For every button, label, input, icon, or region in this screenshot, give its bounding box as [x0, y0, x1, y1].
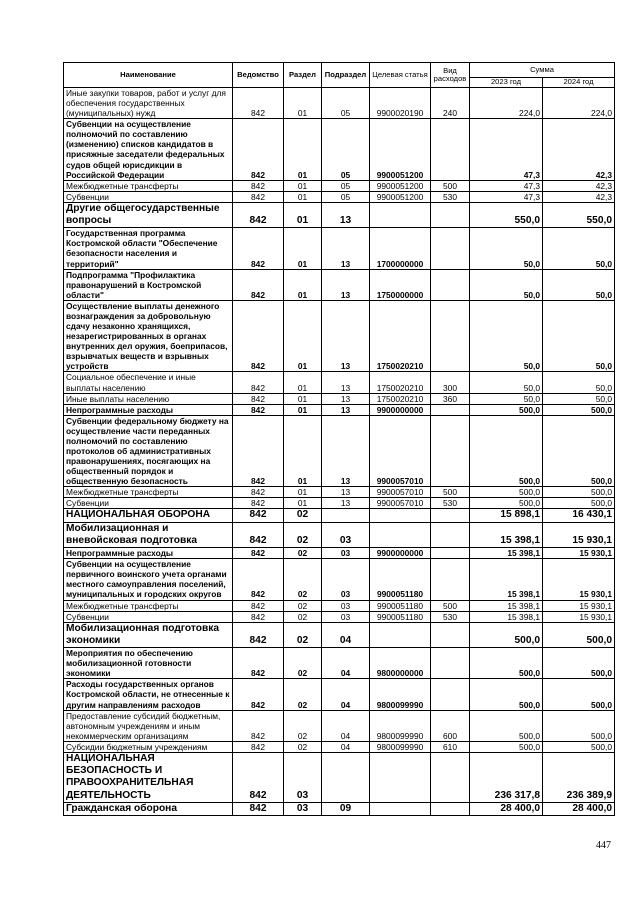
- cell-podrazdel: [322, 509, 370, 522]
- cell-name: Иные закупки товаров, работ и услуг для обеспечения государственных (муниципальных) нужд: [64, 88, 233, 119]
- cell-y2023: 15 398,1: [470, 611, 543, 622]
- budget-table: [63, 62, 615, 816]
- table-row: [64, 404, 615, 415]
- cell-vid: 300: [431, 372, 470, 393]
- cell-razdel: 03: [284, 752, 322, 802]
- cell-y2023: 50,0: [470, 269, 543, 300]
- cell-ved: 842: [233, 372, 284, 393]
- cell-y2024: 50,0: [543, 372, 615, 393]
- cell-y2024: 15 930,1: [543, 611, 615, 622]
- cell-name: Мероприятия по обеспечению мобилизационной готовности экономики: [64, 648, 233, 679]
- cell-razdel: 02: [284, 522, 322, 547]
- cell-y2023: 500,0: [470, 648, 543, 679]
- cell-name: Субвенции: [64, 191, 233, 202]
- cell-vid: 500: [431, 487, 470, 498]
- cell-razdel: 01: [284, 269, 322, 300]
- cell-name: Межбюджетные трансферты: [64, 600, 233, 611]
- header-sum: Сумма: [470, 63, 615, 78]
- cell-razdel: 02: [284, 509, 322, 522]
- cell-razdel: 02: [284, 710, 322, 741]
- cell-name: Субвенции федеральному бюджету на осуществление части переданных полномочий по составлению протоколов об административных правонарушениях, посягающих на общественный порядок и общественную безопасность: [64, 415, 233, 487]
- cell-podrazdel: 03: [322, 600, 370, 611]
- cell-razdel: 01: [284, 487, 322, 498]
- cell-y2023: 50,0: [470, 228, 543, 269]
- cell-name: Государственная программа Костромской области "Обеспечение безопасности населения и территорий": [64, 228, 233, 269]
- cell-vid: 530: [431, 498, 470, 509]
- cell-podrazdel: 13: [322, 393, 370, 404]
- cell-target: 9900000000: [370, 404, 431, 415]
- cell-vid: [431, 648, 470, 679]
- table-row: [64, 548, 615, 559]
- table-row: [64, 415, 615, 487]
- cell-name: Субсидии бюджетным учреждениям: [64, 741, 233, 752]
- cell-ved: 842: [233, 648, 284, 679]
- cell-podrazdel: 04: [322, 622, 370, 647]
- cell-vid: [431, 415, 470, 487]
- cell-y2023: 500,0: [470, 487, 543, 498]
- cell-name: Гражданская оборона: [64, 802, 233, 815]
- cell-target: 1750020210: [370, 300, 431, 372]
- cell-y2024: 50,0: [543, 269, 615, 300]
- cell-vid: [431, 404, 470, 415]
- cell-y2024: 550,0: [543, 202, 615, 227]
- table-row: [64, 300, 615, 372]
- table-row: [64, 600, 615, 611]
- cell-y2023: 500,0: [470, 741, 543, 752]
- cell-ved: 842: [233, 710, 284, 741]
- cell-podrazdel: 13: [322, 404, 370, 415]
- cell-y2024: 15 930,1: [543, 522, 615, 547]
- cell-podrazdel: 03: [322, 548, 370, 559]
- cell-y2023: 15 398,1: [470, 559, 543, 600]
- cell-razdel: 02: [284, 648, 322, 679]
- cell-razdel: 01: [284, 393, 322, 404]
- table-row: [64, 522, 615, 547]
- cell-y2023: 47,3: [470, 191, 543, 202]
- cell-vid: [431, 202, 470, 227]
- table-body: [64, 88, 615, 816]
- cell-name: Социальное обеспечение и иные выплаты населению: [64, 372, 233, 393]
- table-row: [64, 622, 615, 647]
- cell-target: 9800099990: [370, 710, 431, 741]
- cell-ved: 842: [233, 679, 284, 710]
- cell-podrazdel: 05: [322, 119, 370, 180]
- table-row: [64, 611, 615, 622]
- header-vedomstvo: Ведомство: [233, 63, 284, 88]
- cell-vid: [431, 752, 470, 802]
- cell-ved: 842: [233, 180, 284, 191]
- cell-ved: 842: [233, 522, 284, 547]
- cell-podrazdel: 03: [322, 522, 370, 547]
- cell-ved: 842: [233, 300, 284, 372]
- cell-vid: 610: [431, 741, 470, 752]
- cell-y2023: 15 898,1: [470, 509, 543, 522]
- cell-y2024: 15 930,1: [543, 548, 615, 559]
- cell-name: Иные выплаты населению: [64, 393, 233, 404]
- cell-y2024: 16 430,1: [543, 509, 615, 522]
- cell-razdel: 01: [284, 180, 322, 191]
- cell-y2024: 500,0: [543, 415, 615, 487]
- cell-name: Субвенции на осуществление полномочий по составлению (изменению) списков кандидатов в присяжные заседатели федеральных судов общей юрисдикции в Российской Федерации: [64, 119, 233, 180]
- table-row: [64, 393, 615, 404]
- cell-y2024: 50,0: [543, 300, 615, 372]
- cell-y2024: 42,3: [543, 119, 615, 180]
- cell-razdel: 01: [284, 404, 322, 415]
- cell-y2024: 42,3: [543, 180, 615, 191]
- cell-name: НАЦИОНАЛЬНАЯ ОБОРОНА: [64, 509, 233, 522]
- cell-podrazdel: 03: [322, 611, 370, 622]
- cell-y2024: 500,0: [543, 710, 615, 741]
- cell-y2024: 500,0: [543, 404, 615, 415]
- cell-ved: 842: [233, 119, 284, 180]
- cell-vid: [431, 679, 470, 710]
- cell-ved: 842: [233, 611, 284, 622]
- cell-podrazdel: 04: [322, 741, 370, 752]
- cell-podrazdel: 13: [322, 498, 370, 509]
- cell-target: 9900051200: [370, 191, 431, 202]
- cell-podrazdel: 13: [322, 228, 370, 269]
- header-vid: Вид расходов: [431, 63, 470, 88]
- cell-razdel: 01: [284, 415, 322, 487]
- cell-ved: 842: [233, 600, 284, 611]
- cell-target: 9900051180: [370, 600, 431, 611]
- cell-ved: 842: [233, 752, 284, 802]
- table-row: [64, 648, 615, 679]
- cell-target: 1700000000: [370, 228, 431, 269]
- table-row: [64, 119, 615, 180]
- cell-y2024: 28 400,0: [543, 802, 615, 815]
- cell-y2023: 500,0: [470, 415, 543, 487]
- cell-podrazdel: 09: [322, 802, 370, 815]
- cell-y2023: 550,0: [470, 202, 543, 227]
- cell-razdel: 02: [284, 679, 322, 710]
- cell-vid: [431, 802, 470, 815]
- cell-y2024: 42,3: [543, 191, 615, 202]
- cell-y2023: 224,0: [470, 88, 543, 119]
- cell-podrazdel: 05: [322, 180, 370, 191]
- cell-y2023: 500,0: [470, 679, 543, 710]
- cell-name: Непрограммные расходы: [64, 404, 233, 415]
- cell-podrazdel: [322, 752, 370, 802]
- cell-target: 1750020210: [370, 393, 431, 404]
- table-row: [64, 180, 615, 191]
- cell-target: 9900051200: [370, 119, 431, 180]
- cell-ved: 842: [233, 393, 284, 404]
- cell-ved: 842: [233, 228, 284, 269]
- header-target: Целевая статья: [370, 63, 431, 88]
- cell-razdel: 02: [284, 741, 322, 752]
- cell-razdel: 01: [284, 300, 322, 372]
- cell-y2024: 15 930,1: [543, 559, 615, 600]
- cell-vid: 530: [431, 191, 470, 202]
- table-row: [64, 202, 615, 227]
- cell-podrazdel: 04: [322, 710, 370, 741]
- cell-target: [370, 802, 431, 815]
- cell-target: [370, 509, 431, 522]
- cell-podrazdel: 13: [322, 202, 370, 227]
- header-2023: 2023 год: [470, 78, 543, 88]
- table-row: [64, 372, 615, 393]
- table-row: [64, 710, 615, 741]
- header-razdel: Раздел: [284, 63, 322, 88]
- table-row: [64, 498, 615, 509]
- cell-y2024: 500,0: [543, 648, 615, 679]
- cell-ved: 842: [233, 191, 284, 202]
- cell-name: Расходы государственных органов Костромской области, не отнесенные к другим направлениям расходов: [64, 679, 233, 710]
- cell-target: 9800000000: [370, 648, 431, 679]
- cell-name: НАЦИОНАЛЬНАЯ БЕЗОПАСНОСТЬ И ПРАВООХРАНИТЕЛЬНАЯ ДЕЯТЕЛЬНОСТЬ: [64, 752, 233, 802]
- cell-razdel: 02: [284, 559, 322, 600]
- cell-name: Субвенции: [64, 498, 233, 509]
- cell-ved: 842: [233, 559, 284, 600]
- table-row: [64, 741, 615, 752]
- cell-target: 9900051180: [370, 559, 431, 600]
- cell-target: 9900000000: [370, 548, 431, 559]
- cell-name: Субвенции на осуществление первичного воинского учета органами местного самоуправления поселений, муниципальных и городских округов: [64, 559, 233, 600]
- table-row: [64, 88, 615, 119]
- cell-ved: 842: [233, 509, 284, 522]
- cell-podrazdel: 05: [322, 191, 370, 202]
- cell-y2023: 50,0: [470, 372, 543, 393]
- cell-podrazdel: 13: [322, 487, 370, 498]
- cell-y2024: 500,0: [543, 741, 615, 752]
- cell-vid: 530: [431, 611, 470, 622]
- cell-target: 9800099990: [370, 679, 431, 710]
- cell-y2024: 236 389,9: [543, 752, 615, 802]
- table-row: [64, 679, 615, 710]
- cell-vid: [431, 269, 470, 300]
- header-name: Наименование: [64, 63, 233, 88]
- cell-name: Мобилизационная и вневойсковая подготовка: [64, 522, 233, 547]
- cell-y2023: 50,0: [470, 300, 543, 372]
- cell-podrazdel: 13: [322, 300, 370, 372]
- cell-vid: 600: [431, 710, 470, 741]
- cell-y2023: 500,0: [470, 710, 543, 741]
- cell-vid: [431, 509, 470, 522]
- cell-vid: [431, 119, 470, 180]
- cell-y2023: 15 398,1: [470, 548, 543, 559]
- cell-vid: 500: [431, 600, 470, 611]
- cell-y2024: 500,0: [543, 679, 615, 710]
- cell-y2023: 500,0: [470, 622, 543, 647]
- cell-target: 9900020190: [370, 88, 431, 119]
- page-number: 447: [596, 840, 611, 851]
- cell-razdel: 02: [284, 548, 322, 559]
- cell-target: 9900051200: [370, 180, 431, 191]
- cell-razdel: 01: [284, 202, 322, 227]
- table-row: [64, 559, 615, 600]
- cell-razdel: 03: [284, 802, 322, 815]
- cell-target: 1750000000: [370, 269, 431, 300]
- cell-razdel: 01: [284, 88, 322, 119]
- cell-ved: 842: [233, 802, 284, 815]
- cell-name: Другие общегосударственные вопросы: [64, 202, 233, 227]
- cell-y2023: 47,3: [470, 119, 543, 180]
- cell-razdel: 01: [284, 191, 322, 202]
- cell-name: Предоставление субсидий бюджетным, автономным учреждениям и иным некоммерческим организациям: [64, 710, 233, 741]
- cell-vid: [431, 548, 470, 559]
- cell-ved: 842: [233, 741, 284, 752]
- cell-target: 9900057010: [370, 415, 431, 487]
- cell-y2024: 500,0: [543, 498, 615, 509]
- cell-y2023: 28 400,0: [470, 802, 543, 815]
- cell-target: [370, 622, 431, 647]
- cell-y2024: 50,0: [543, 228, 615, 269]
- cell-y2023: 236 317,8: [470, 752, 543, 802]
- cell-ved: 842: [233, 622, 284, 647]
- cell-ved: 842: [233, 404, 284, 415]
- table-row: [64, 802, 615, 815]
- cell-vid: [431, 300, 470, 372]
- cell-podrazdel: 13: [322, 415, 370, 487]
- header-2024: 2024 год: [543, 78, 615, 88]
- cell-razdel: 02: [284, 622, 322, 647]
- cell-y2023: 15 398,1: [470, 600, 543, 611]
- cell-name: Субвенции: [64, 611, 233, 622]
- cell-y2024: 50,0: [543, 393, 615, 404]
- cell-podrazdel: 13: [322, 269, 370, 300]
- table-row: [64, 509, 615, 522]
- cell-target: 9800099990: [370, 741, 431, 752]
- cell-target: [370, 202, 431, 227]
- cell-vid: [431, 622, 470, 647]
- cell-ved: 842: [233, 88, 284, 119]
- cell-razdel: 02: [284, 600, 322, 611]
- table-row: [64, 191, 615, 202]
- cell-razdel: 01: [284, 119, 322, 180]
- cell-razdel: 01: [284, 498, 322, 509]
- cell-vid: [431, 559, 470, 600]
- cell-name: Непрограммные расходы: [64, 548, 233, 559]
- cell-razdel: 01: [284, 228, 322, 269]
- cell-target: 9900051180: [370, 611, 431, 622]
- cell-vid: 500: [431, 180, 470, 191]
- table-row: [64, 269, 615, 300]
- cell-podrazdel: 13: [322, 372, 370, 393]
- cell-target: 9900057010: [370, 487, 431, 498]
- cell-name: Подпрограмма "Профилактика правонарушений в Костромской области": [64, 269, 233, 300]
- cell-y2024: 500,0: [543, 622, 615, 647]
- cell-vid: [431, 522, 470, 547]
- table-row: [64, 228, 615, 269]
- cell-target: [370, 752, 431, 802]
- cell-ved: 842: [233, 487, 284, 498]
- cell-y2023: 50,0: [470, 393, 543, 404]
- cell-ved: 842: [233, 415, 284, 487]
- cell-vid: [431, 228, 470, 269]
- cell-ved: 842: [233, 548, 284, 559]
- cell-name: Мобилизационная подготовка экономики: [64, 622, 233, 647]
- cell-ved: 842: [233, 202, 284, 227]
- cell-vid: 240: [431, 88, 470, 119]
- cell-razdel: 02: [284, 611, 322, 622]
- cell-podrazdel: 05: [322, 88, 370, 119]
- cell-podrazdel: 04: [322, 648, 370, 679]
- cell-y2023: 47,3: [470, 180, 543, 191]
- cell-y2024: 500,0: [543, 487, 615, 498]
- cell-y2023: 500,0: [470, 404, 543, 415]
- cell-podrazdel: 03: [322, 559, 370, 600]
- cell-target: [370, 522, 431, 547]
- cell-name: Межбюджетные трансферты: [64, 180, 233, 191]
- cell-vid: 360: [431, 393, 470, 404]
- cell-podrazdel: 04: [322, 679, 370, 710]
- cell-target: 1750020210: [370, 372, 431, 393]
- cell-name: Межбюджетные трансферты: [64, 487, 233, 498]
- table-row: [64, 752, 615, 802]
- cell-name: Осуществление выплаты денежного вознаграждения за добровольную сдачу незаконно хранящихся, незарегистрированных в органах внутренних дел оружия, боеприпасов, взрывчатых веществ и взрывных устройств: [64, 300, 233, 372]
- header-podrazdel: Подраздел: [322, 63, 370, 88]
- cell-ved: 842: [233, 498, 284, 509]
- cell-target: 9900057010: [370, 498, 431, 509]
- cell-y2023: 15 398,1: [470, 522, 543, 547]
- cell-y2023: 500,0: [470, 498, 543, 509]
- cell-y2024: 15 930,1: [543, 600, 615, 611]
- cell-y2024: 224,0: [543, 88, 615, 119]
- cell-razdel: 01: [284, 372, 322, 393]
- table-row: [64, 487, 615, 498]
- cell-ved: 842: [233, 269, 284, 300]
